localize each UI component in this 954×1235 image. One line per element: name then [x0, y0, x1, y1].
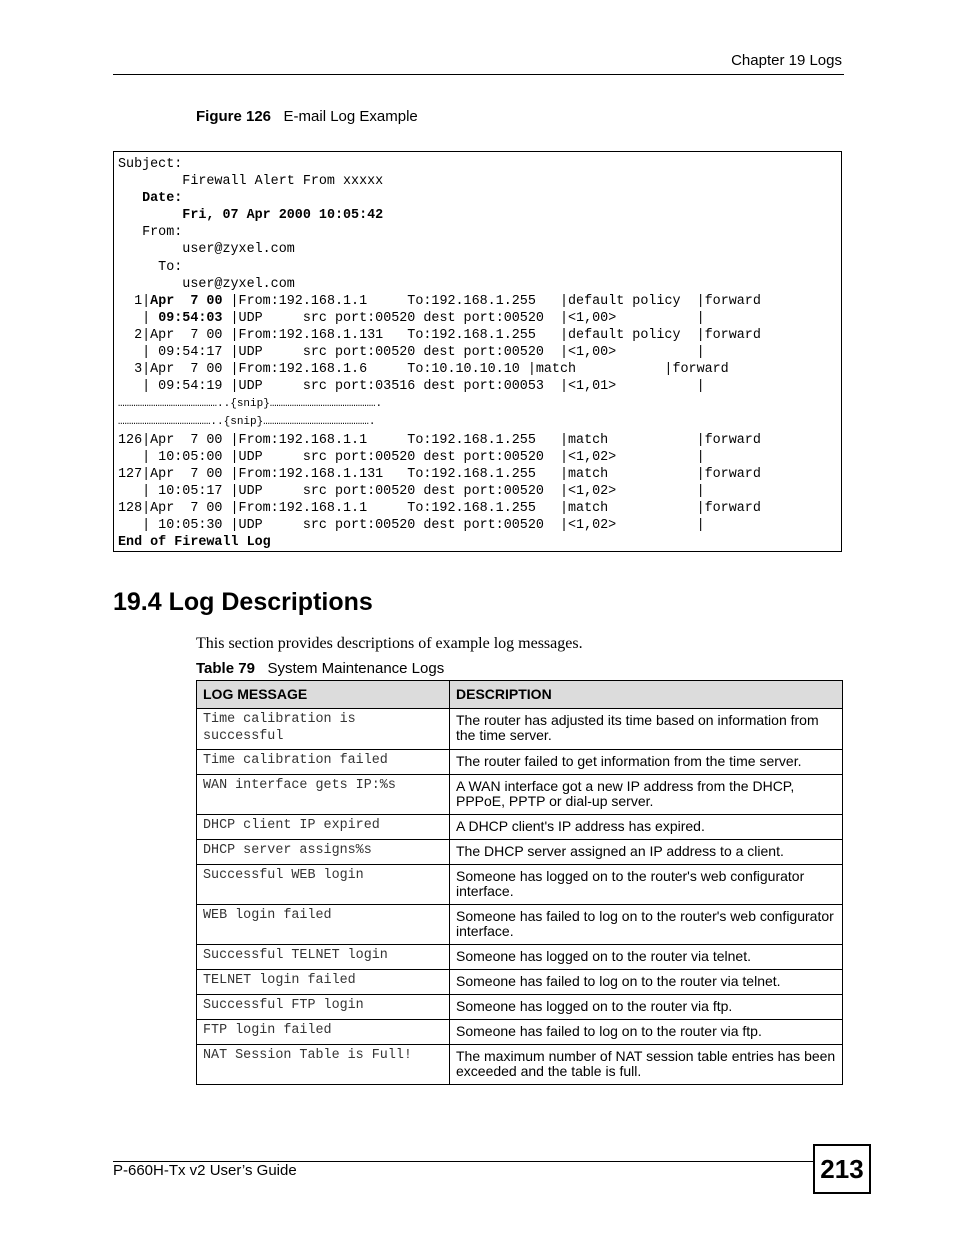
description-cell: The maximum number of NAT session table entries has been exceeded and the table is full. — [450, 1045, 843, 1085]
log-line: 128|Apr 7 00 |From:192.168.1.1 To:192.168.1.255 |match |forward — [118, 500, 761, 516]
log-message-cell: WAN interface gets IP:%s — [197, 775, 450, 815]
column-header-description: DESCRIPTION — [450, 681, 843, 709]
description-cell: Someone has logged on to the router's web configurator interface. — [450, 865, 843, 905]
section-intro: This section provides descriptions of example log messages. — [196, 635, 583, 652]
table-row — [197, 995, 843, 1020]
log-line: Date: — [142, 191, 183, 207]
table-row — [197, 970, 843, 995]
description-cell: Someone has logged on to the router via ftp. — [450, 995, 843, 1020]
log-line: From: — [118, 225, 183, 241]
table-row — [197, 750, 843, 775]
table-row — [197, 709, 843, 750]
email-log-text — [118, 156, 761, 551]
page-number: 213 — [813, 1144, 871, 1194]
table-caption — [196, 660, 444, 677]
log-line: | 09:54:03 |UDP src port:00520 dest port:00520 |<1,00> | — [118, 310, 705, 326]
description-cell: Someone has failed to log on to the router via telnet. — [450, 970, 843, 995]
table-row — [197, 815, 843, 840]
log-line: 3|Apr 7 00 |From:192.168.1.6 To:10.10.10.10 |match |forward — [118, 362, 729, 378]
log-snip: ……………………………………..{snip}…………………………………………. — [118, 416, 376, 429]
description-cell: A WAN interface got a new IP address from the DHCP, PPPoE, PPTP or dial-up server. — [450, 775, 843, 815]
log-line: 2|Apr 7 00 |From:192.168.1.131 To:192.168.1.255 |default policy |forward — [118, 327, 761, 343]
log-line: To: — [118, 259, 183, 275]
column-header-log-message: LOG MESSAGE — [197, 681, 450, 709]
table-row — [197, 865, 843, 905]
log-line: | 10:05:17 |UDP src port:00520 dest port:00520 |<1,02> | — [118, 483, 705, 499]
header-divider — [113, 74, 844, 75]
table-body — [197, 709, 843, 1085]
figure-label: Figure 126 — [196, 108, 272, 125]
table-label: Table 79 — [196, 660, 255, 677]
log-snip: ………………………………………..{snip}…………………………………………. — [118, 398, 383, 411]
log-message-cell: Successful TELNET login — [197, 945, 450, 970]
log-line: Subject: — [118, 157, 183, 172]
description-cell: The router has adjusted its time based on information from the time server. — [450, 709, 843, 750]
description-cell: The router failed to get information from the time server. — [450, 750, 843, 775]
log-line: 126|Apr 7 00 |From:192.168.1.1 To:192.168.1.255 |match |forward — [118, 432, 761, 448]
table-row — [197, 905, 843, 945]
table-title: System Maintenance Logs — [267, 660, 445, 677]
section-title: 19.4 Log Descriptions — [113, 588, 373, 616]
log-message-cell: Successful WEB login — [197, 865, 450, 905]
description-cell: Someone has logged on to the router via telnet. — [450, 945, 843, 970]
log-line: user@zyxel.com — [118, 276, 295, 292]
table-row — [197, 840, 843, 865]
log-line: | 09:54:17 |UDP src port:00520 dest port:00520 |<1,00> | — [118, 345, 705, 361]
log-line: 127|Apr 7 00 |From:192.168.1.131 To:192.168.1.255 |match |forward — [118, 466, 761, 482]
log-message-cell: FTP login failed — [197, 1020, 450, 1045]
email-log-example — [113, 151, 842, 552]
log-end: End of Firewall Log — [118, 535, 271, 551]
figure-title: E-mail Log Example — [283, 108, 418, 125]
table-row — [197, 945, 843, 970]
table-row — [197, 1020, 843, 1045]
system-maintenance-logs-table — [196, 680, 843, 1085]
table-row — [197, 1045, 843, 1085]
log-line: | 10:05:00 |UDP src port:00520 dest port:00520 |<1,02> | — [118, 449, 705, 465]
log-message-cell: DHCP client IP expired — [197, 815, 450, 840]
log-message-cell: Time calibration failed — [197, 750, 450, 775]
figure-caption — [196, 108, 418, 125]
log-message-cell: Successful FTP login — [197, 995, 450, 1020]
log-message-cell: Time calibration is successful — [197, 709, 450, 750]
log-line: Firewall Alert From xxxxx — [118, 174, 384, 190]
log-message-cell: NAT Session Table is Full! — [197, 1045, 450, 1085]
log-line: user@zyxel.com — [118, 242, 295, 258]
log-line: | 10:05:30 |UDP src port:00520 dest port:00520 |<1,02> | — [118, 517, 705, 533]
description-cell: Someone has failed to log on to the router via ftp. — [450, 1020, 843, 1045]
table-header-row — [197, 681, 843, 709]
log-line: Fri, 07 Apr 2000 10:05:42 — [182, 208, 384, 224]
chapter-header: Chapter 19 Logs — [731, 52, 842, 69]
table-row — [197, 775, 843, 815]
log-message-cell: TELNET login failed — [197, 970, 450, 995]
description-cell: Someone has failed to log on to the router's web configurator interface. — [450, 905, 843, 945]
description-cell: A DHCP client's IP address has expired. — [450, 815, 843, 840]
description-cell: The DHCP server assigned an IP address to a client. — [450, 840, 843, 865]
log-message-cell: DHCP server assigns%s — [197, 840, 450, 865]
log-message-cell: WEB login failed — [197, 905, 450, 945]
log-line: 1|Apr 7 00 |From:192.168.1.1 To:192.168.1.255 |default policy |forward — [118, 293, 761, 309]
guide-title: P-660H-Tx v2 User’s Guide — [113, 1162, 297, 1179]
log-line: | 09:54:19 |UDP src port:03516 dest port:00053 |<1,01> | — [118, 379, 705, 395]
